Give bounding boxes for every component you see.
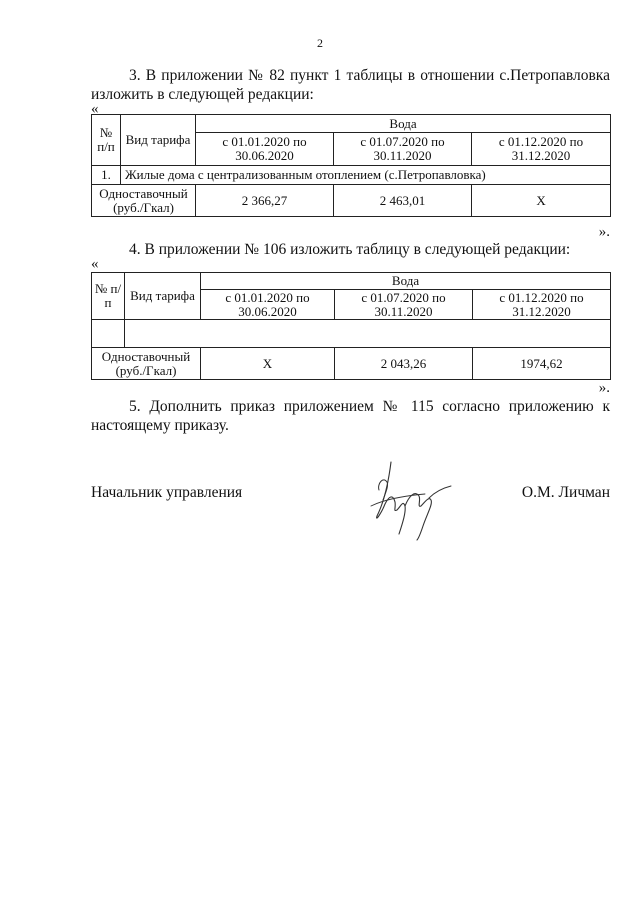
section-4-paragraph: 4. В приложении № 106 изложить таблицу в следующей редакции: <box>129 241 571 258</box>
period-3-header: с 01.12.2020 по 31.12.2020 <box>472 133 611 166</box>
page-number: 2 <box>317 36 323 50</box>
period-2-header: с 01.07.2020 по 30.11.2020 <box>334 133 472 166</box>
value-period-1: Х <box>201 348 335 380</box>
value-period-2: 2 043,26 <box>335 348 473 380</box>
row-number-empty <box>92 320 125 348</box>
section-3-paragraph: 3. В приложении № 82 пункт 1 таблицы в отношении с.Петропавловка изложить в следующей редакции: <box>91 67 610 103</box>
section-4-table <box>91 272 611 380</box>
section-3-quote-close: ». <box>598 224 610 240</box>
value-period-1: 2 366,27 <box>196 185 334 217</box>
section-5-paragraph: 5. Дополнить приказ приложением № 115 согласно приложению к настоящему приказу. <box>91 398 610 434</box>
value-period-3: 1974,62 <box>473 348 611 380</box>
col-type-header: Вид тарифа <box>121 115 196 166</box>
section-3-table <box>91 114 611 217</box>
period-2-header: с 01.07.2020 по 30.11.2020 <box>335 290 473 320</box>
value-period-3: Х <box>472 185 611 217</box>
water-group-header: Вода <box>201 273 611 290</box>
col-num-header: № п/п <box>92 115 121 166</box>
row-number: 1. <box>92 166 121 185</box>
handwritten-signature <box>363 456 463 542</box>
signatory-position: Начальник управления <box>91 484 243 501</box>
section-3-quote-open: « <box>91 101 99 117</box>
water-group-header: Вода <box>196 115 611 133</box>
col-num-header: № п/п <box>92 273 125 320</box>
row-group-empty <box>125 320 611 348</box>
row-group-label: Жилые дома с централизованным отоплением (с.Петропавловка) <box>121 166 611 185</box>
value-period-2: 2 463,01 <box>334 185 472 217</box>
period-1-header: с 01.01.2020 по 30.06.2020 <box>201 290 335 320</box>
period-1-header: с 01.01.2020 по 30.06.2020 <box>196 133 334 166</box>
rate-label: Одноставочный (руб./Гкал) <box>92 185 196 217</box>
signatory-name: О.М. Личман <box>521 484 610 501</box>
rate-label: Одноставочный (руб./Гкал) <box>92 348 201 380</box>
period-3-header: с 01.12.2020 по 31.12.2020 <box>473 290 611 320</box>
section-4-quote-open: « <box>91 256 99 272</box>
col-type-header: Вид тарифа <box>125 273 201 320</box>
section-4-quote-close: ». <box>598 380 610 396</box>
